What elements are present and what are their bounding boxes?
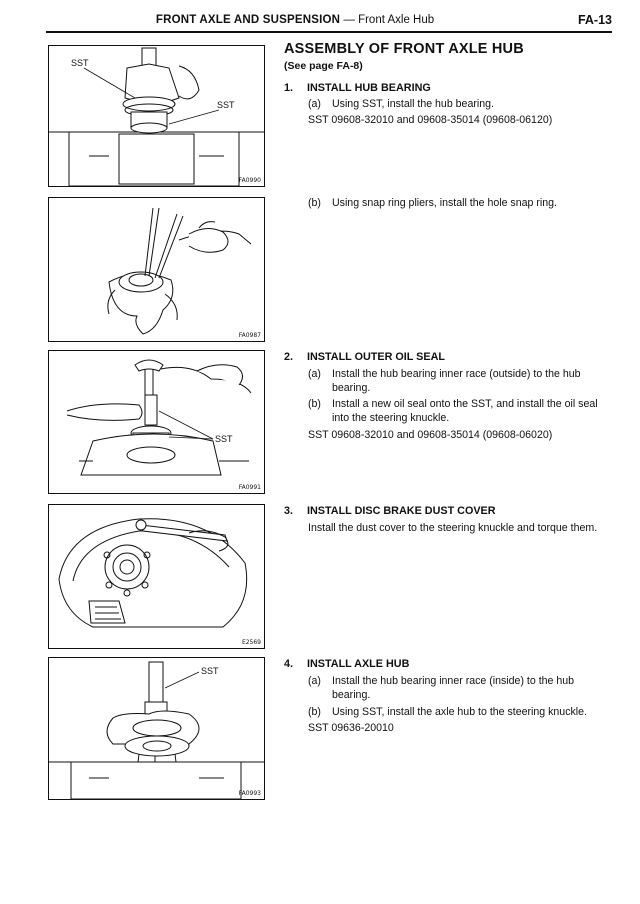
figure-dust-cover-install xyxy=(48,504,265,649)
header-section: FRONT AXLE AND SUSPENSION xyxy=(155,14,341,26)
item-text: Install the hub bearing inner race (outside) to the hub bearing. xyxy=(332,368,581,394)
page-header xyxy=(46,12,612,32)
step-2-item-a xyxy=(308,368,608,395)
step-title: INSTALL AXLE HUB xyxy=(307,658,410,670)
step-number: 1. xyxy=(284,82,294,94)
item-text: Using SST, install the axle hub to the steering knuckle. xyxy=(332,706,587,718)
sst-callout: SST xyxy=(215,434,233,444)
see-page-reference: (See page FA-8) xyxy=(284,60,363,72)
item-text: Using SST, install the hub bearing. xyxy=(332,98,494,110)
figure-oil-seal-install xyxy=(48,350,265,494)
step-4-sst-number: SST 09636-20010 xyxy=(308,722,394,734)
step-title: INSTALL OUTER OIL SEAL xyxy=(307,351,445,363)
snap-ring-pliers-drawing xyxy=(49,198,264,341)
header-rule xyxy=(46,31,612,33)
item-label: (b) xyxy=(308,398,321,410)
step-number: 4. xyxy=(284,658,294,670)
item-text: Using snap ring pliers, install the hole snap ring. xyxy=(332,197,557,209)
item-label: (a) xyxy=(308,98,321,110)
item-text: Install a new oil seal onto the SST, and install the oil seal into the steering knuckle. xyxy=(332,398,598,424)
section-heading: ASSEMBLY OF FRONT AXLE HUB xyxy=(284,41,524,57)
item-label: (b) xyxy=(308,706,321,718)
step-3-heading xyxy=(284,505,496,517)
header-title xyxy=(46,14,544,26)
figure-code: FA0991 xyxy=(238,484,261,491)
figure-code: FA0990 xyxy=(238,177,261,184)
step-4-heading xyxy=(284,658,409,670)
step-3-text: Install the dust cover to the steering knuckle and torque them. xyxy=(308,522,598,534)
figure-code: FA0993 xyxy=(238,790,261,797)
oil-seal-press-drawing xyxy=(49,351,264,493)
axle-hub-press-drawing xyxy=(49,658,264,799)
step-1-item-a xyxy=(308,98,608,112)
dust-cover-drawing xyxy=(49,505,264,648)
sst-callout-left: SST xyxy=(71,58,89,68)
item-label: (a) xyxy=(308,368,321,380)
figure-snap-ring-install xyxy=(48,197,265,342)
sst-callout-right: SST xyxy=(217,100,235,110)
figure-hub-bearing-install xyxy=(48,45,265,187)
step-1-sst-numbers: SST 09608-32010 and 09608-35014 (09608-06120) xyxy=(308,114,553,126)
step-2-sst-numbers: SST 09608-32010 and 09608-35014 (09608-06020) xyxy=(308,429,553,441)
header-separator: — xyxy=(343,14,355,26)
step-title: INSTALL DISC BRAKE DUST COVER xyxy=(307,505,496,517)
step-number: 2. xyxy=(284,351,294,363)
item-label: (b) xyxy=(308,197,321,209)
hub-bearing-press-drawing xyxy=(49,46,264,186)
sst-callout: SST xyxy=(201,666,219,676)
page-number: FA-13 xyxy=(577,13,612,27)
header-subsection: Front Axle Hub xyxy=(358,14,435,26)
step-title: INSTALL HUB BEARING xyxy=(307,82,431,94)
figure-code: E2569 xyxy=(241,639,261,646)
step-1-heading xyxy=(284,82,431,94)
step-4-item-b xyxy=(308,706,608,720)
step-1-item-b xyxy=(308,197,608,211)
item-label: (a) xyxy=(308,675,321,687)
step-number: 3. xyxy=(284,505,294,517)
figure-code: FA0987 xyxy=(238,332,261,339)
step-2-item-b xyxy=(308,398,608,425)
step-2-heading xyxy=(284,351,445,363)
figure-axle-hub-install xyxy=(48,657,265,800)
item-text: Install the hub bearing inner race (inside) to the hub bearing. xyxy=(332,675,575,701)
step-4-item-a xyxy=(308,675,608,702)
